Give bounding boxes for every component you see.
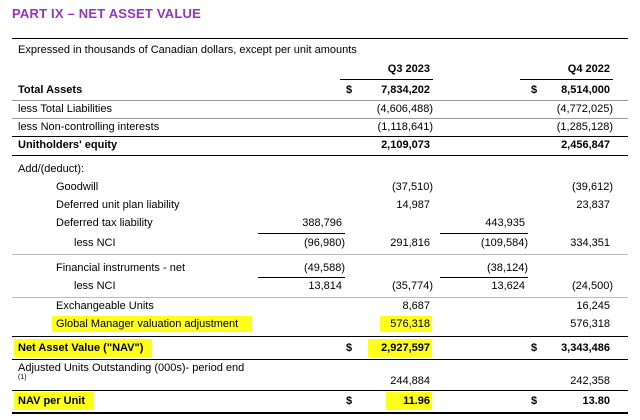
value-q4-nav: 3,343,486 <box>561 342 610 354</box>
row-label-units-outstanding: Adjusted Units Outstanding (000s)- period end <box>18 362 245 374</box>
row-label-deferred-tax-nci: less NCI <box>74 237 116 249</box>
subvalue-q4-deferred-tax-nci: (109,584) <box>480 237 528 249</box>
value-q4-exchangeable-units: 16,245 <box>576 300 610 312</box>
value-q3-nav: 2,927,597 <box>381 342 430 354</box>
subvalue-q3-fin-instruments-nci: 13,814 <box>308 280 342 292</box>
row-rule <box>12 155 628 156</box>
table-caption: Expressed in thousands of Canadian dollars, except per unit amounts <box>18 44 357 56</box>
row-rule <box>12 136 628 137</box>
section-label-add-deduct: Add/(deduct): <box>18 163 85 175</box>
table-bottom-rule <box>12 412 628 414</box>
row-rule <box>12 359 628 360</box>
value-q3-deferred-tax-nci: 291,816 <box>390 237 430 249</box>
row-label-deferred-unit-plan: Deferred unit plan liability <box>56 199 180 211</box>
value-q3-goodwill: (37,510) <box>392 181 433 193</box>
value-q4-goodwill: (39,612) <box>572 181 613 193</box>
row-rule <box>12 336 628 337</box>
value-q3-deferred-unit-plan: 14,987 <box>396 199 430 211</box>
value-q4-fin-instruments-nci: (24,500) <box>572 280 613 292</box>
value-q3-total-assets: 7,834,202 <box>381 84 430 96</box>
value-q3-units-outstanding: 244,884 <box>390 375 430 387</box>
subtotal-rule <box>440 233 528 234</box>
currency-symbol: $ <box>531 342 538 354</box>
subvalue-q3-fin-instruments: (49,588) <box>304 262 345 274</box>
value-q3-unitholders-equity: 2,109,073 <box>381 139 430 151</box>
currency-symbol: $ <box>346 342 353 354</box>
value-q4-nci: (1,285,128) <box>556 121 613 133</box>
row-label-goodwill: Goodwill <box>56 181 99 193</box>
row-rule <box>12 118 628 119</box>
value-q4-deferred-tax-nci: 334,351 <box>570 237 610 249</box>
currency-symbol: $ <box>346 395 353 407</box>
row-label-nav-per-unit: NAV per Unit <box>18 395 86 407</box>
currency-symbol: $ <box>346 84 353 96</box>
column-header-q4: Q4 2022 <box>567 63 610 75</box>
value-q4-deferred-unit-plan: 23,837 <box>576 199 610 211</box>
column-header-q3: Q3 2023 <box>387 63 430 75</box>
row-label-total-assets: Total Assets <box>18 84 83 96</box>
value-q4-nav-per-unit: 13.80 <box>582 395 610 407</box>
subvalue-q4-deferred-tax: 443,935 <box>485 217 525 229</box>
row-rule <box>12 100 628 101</box>
row-label-nav: Net Asset Value ("NAV") <box>18 342 144 354</box>
row-label-deferred-tax: Deferred tax liability <box>56 217 153 229</box>
subtotal-rule <box>258 277 345 278</box>
subtotal-rule <box>258 233 345 234</box>
subvalue-q3-deferred-tax-nci: (96,980) <box>304 237 345 249</box>
row-label-unitholders-equity: Unitholders' equity <box>18 139 118 151</box>
value-q4-total-liabilities: (4,772,025) <box>556 103 613 115</box>
row-label-exchangeable-units: Exchangeable Units <box>56 300 154 312</box>
value-q3-fin-instruments-nci: (35,774) <box>392 280 433 292</box>
row-label-fin-instruments: Financial instruments - net <box>56 262 185 274</box>
value-q4-gm-adjustment: 576,318 <box>570 318 610 330</box>
value-q4-unitholders-equity: 2,456,847 <box>561 139 610 151</box>
footnote-marker: (1) <box>18 374 27 381</box>
table-top-rule <box>12 38 628 39</box>
value-q3-total-liabilities: (4,606,488) <box>376 103 433 115</box>
row-label-gm-adjustment: Global Manager valuation adjustment <box>56 318 239 330</box>
value-q3-nci: (1,118,641) <box>377 121 433 133</box>
page-title: PART IX – NET ASSET VALUE <box>12 6 201 21</box>
row-rule <box>12 254 628 255</box>
value-q3-exchangeable-units: 8,687 <box>402 300 430 312</box>
header-rule-q4 <box>520 79 613 80</box>
row-label-nci: less Non-controlling interests <box>18 121 160 133</box>
currency-symbol: $ <box>531 395 538 407</box>
value-q3-gm-adjustment: 576,318 <box>390 318 430 330</box>
header-rule-q3 <box>340 79 433 80</box>
subvalue-q4-fin-instruments: (38,124) <box>487 262 528 274</box>
value-q3-nav-per-unit: 11.96 <box>403 395 430 407</box>
row-rule <box>12 390 628 391</box>
row-label-fin-instruments-nci: less NCI <box>74 280 116 292</box>
value-q4-units-outstanding: 242,358 <box>570 375 610 387</box>
subtotal-rule <box>440 277 528 278</box>
row-rule <box>12 297 628 298</box>
subvalue-q3-deferred-tax: 388,796 <box>302 217 342 229</box>
value-q4-total-assets: 8,514,000 <box>561 84 610 96</box>
currency-symbol: $ <box>531 84 538 96</box>
row-label-total-liabilities: less Total Liabilities <box>18 103 112 115</box>
subvalue-q4-fin-instruments-nci: 13,624 <box>491 280 525 292</box>
